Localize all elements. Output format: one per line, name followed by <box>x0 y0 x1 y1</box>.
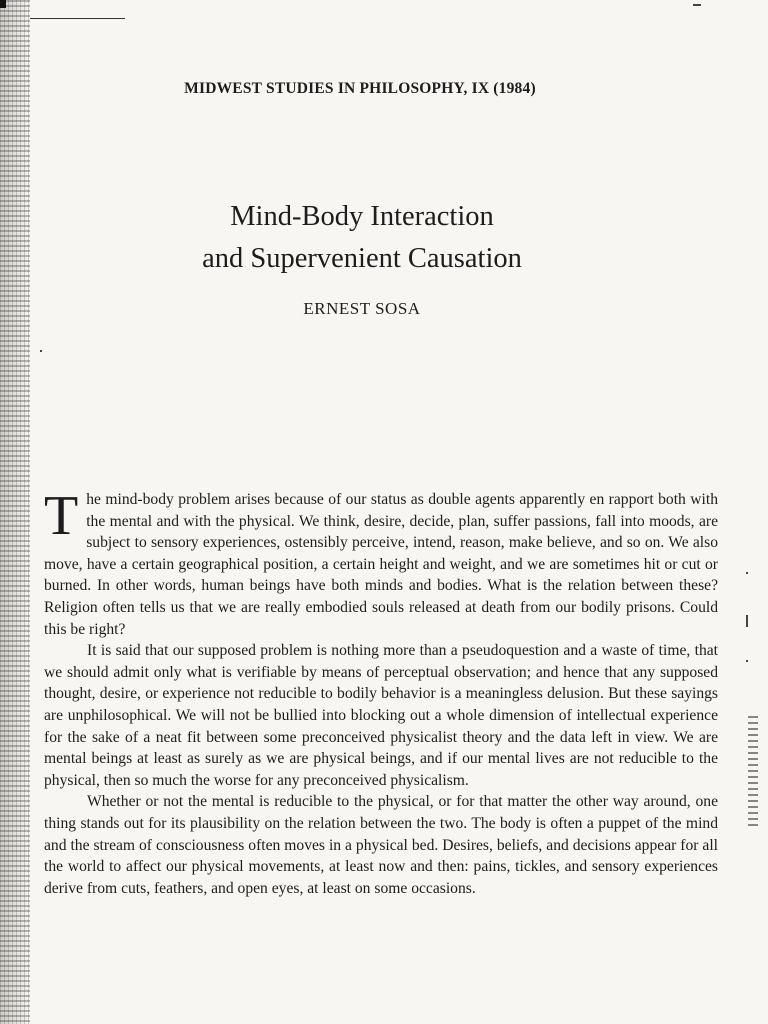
scan-corner-mark <box>0 0 6 8</box>
article-title <box>0 196 724 280</box>
scan-margin-smudge <box>748 716 758 826</box>
header-rule <box>30 18 125 19</box>
paragraph-2: It is said that our supposed problem is nothing more than a pseudoquestion and a waste of time, that we should admit only what is verifiable by means of perceptual observation; and hence that any supposed thought, desire, or experience not reducible to bodily behavior is a meaningless delusion. But these sayings are unphilosophical. We will not be bullied into blocking out a whole dimension of intellectual experience for the sake of a neat fit between some preconceived physicalist theory and the data left in view. We are mental beings at least as surely as we are physical beings, and if our mental lives are not reducible to the physical, then so much the worse for any preconceived physicalism. <box>44 642 718 789</box>
scan-speck <box>693 4 701 6</box>
scan-speck <box>746 572 748 574</box>
title-line-1: Mind-Body Interaction <box>230 201 494 232</box>
paragraph-3: Whether or not the mental is reducible to the physical, or for that matter the other way around, one thing stands out for its plausibility on the relation between the two. The body is often a puppet of the mind and the stream of consciousness often moves in a physical bed. Desires, beliefs, and decisions appear for all the world to affect our physical movements, at least now and then: pains, tickles, and sensory experiences derive from cuts, feathers, and open eyes, at least on some occasions. <box>44 793 718 897</box>
scanned-binding-edge <box>0 0 30 1024</box>
title-line-2: and Supervenient Causation <box>202 243 522 274</box>
article-author: ERNEST SOSA <box>303 299 421 318</box>
article-body <box>44 485 718 899</box>
journal-header: MIDWEST STUDIES IN PHILOSOPHY, IX (1984) <box>184 80 536 97</box>
scan-speck <box>746 615 748 627</box>
scan-speck <box>746 660 748 662</box>
paragraph-1 <box>44 485 718 640</box>
paragraph-1-text: he mind-body problem arises because of our status as double agents apparently en rapport both with the mental and with the physical. We think, desire, decide, plan, suffer passions, fall into moods, are subject to sensory experiences, ostensibly perceive, intend, reason, make believe, and so on. We also move, have a certain geographical position, a certain height and weight, and we are sometimes hit or cut or burned. In other words, human beings have both minds and bodies. What is the relation between these? Religion often tells us that we are really embodied souls released at death from our bodily prisons. Could this be right? <box>44 491 718 638</box>
drop-cap: T <box>44 485 79 547</box>
scan-speck <box>40 350 42 352</box>
